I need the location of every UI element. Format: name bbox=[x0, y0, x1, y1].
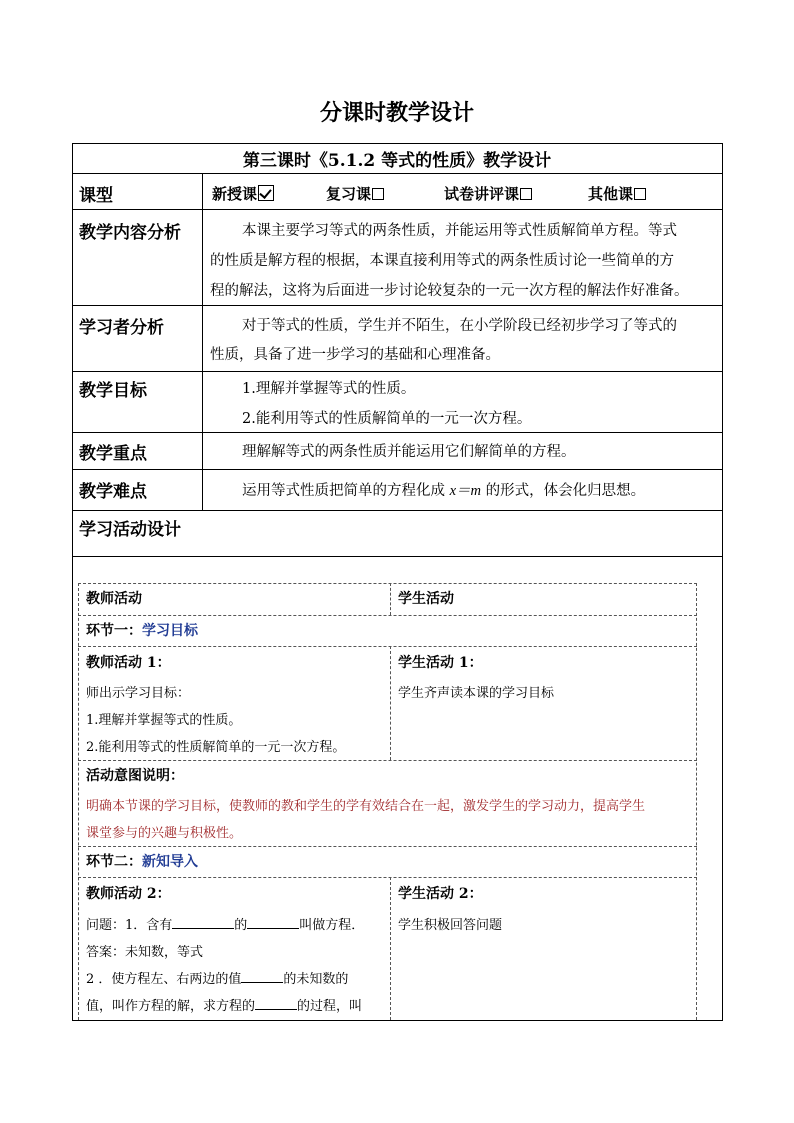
difficulty-label: 教学难点 bbox=[79, 482, 147, 502]
section1-heading bbox=[86, 620, 198, 640]
question-text: 2 ．使方程左、右两边的值 bbox=[86, 972, 242, 987]
student-activity1-title: 学生活动 1： bbox=[398, 655, 483, 671]
table-border-top bbox=[72, 143, 723, 144]
teacher-activity2-question1 bbox=[86, 914, 364, 933]
content-label: 教学内容分析 bbox=[79, 223, 181, 243]
key-text: 理解解等式的两条性质并能运用它们解简单的方程。 bbox=[242, 444, 576, 460]
table-border-bottom bbox=[72, 1020, 723, 1021]
type-option-review[interactable] bbox=[326, 183, 384, 204]
teacher-activity1-title: 教师活动 1： bbox=[86, 655, 171, 671]
row-line bbox=[72, 371, 723, 372]
question-text: 叫做方程． bbox=[299, 918, 365, 933]
type-option-exam-review[interactable] bbox=[444, 183, 532, 204]
answer-blank bbox=[172, 914, 234, 929]
inner-border bbox=[696, 583, 697, 1020]
intent-line: 明确本节课的学习目标，使教师的教和学生的学有效结合在一起，激发学生的学习动力，提高学生 bbox=[86, 799, 646, 814]
section2-name: 新知导入 bbox=[142, 854, 198, 870]
teacher-header: 教师活动 bbox=[86, 591, 142, 607]
answer-blank bbox=[247, 914, 299, 929]
difficulty-math: x＝m bbox=[449, 483, 482, 499]
inner-border bbox=[78, 615, 697, 616]
section1-prefix: 环节一： bbox=[86, 623, 142, 639]
inner-border bbox=[78, 760, 697, 761]
row-line bbox=[72, 510, 723, 511]
inner-border bbox=[78, 846, 697, 847]
difficulty-text-after: 的形式，体会化归思想。 bbox=[481, 483, 646, 499]
content-line: 本课主要学习等式的两条性质，并能运用等式性质解简单方程。等式 bbox=[242, 223, 677, 239]
content-line: 程的解法，这将为后面进一步讨论较复杂的一元一次方程的解法作好准备。 bbox=[210, 283, 689, 299]
inner-divider bbox=[390, 646, 391, 760]
section2-heading bbox=[86, 851, 198, 871]
goal-line: 1.理解并掌握等式的性质。 bbox=[242, 381, 416, 397]
goal-line: 2.能利用等式的性质解简单的一元一次方程。 bbox=[242, 411, 532, 427]
key-label: 教学重点 bbox=[79, 444, 147, 464]
row-line bbox=[72, 173, 723, 174]
difficulty-text bbox=[242, 479, 645, 500]
inner-border bbox=[78, 583, 79, 1020]
learner-line: 对于等式的性质，学生并不陌生，在小学阶段已经初步学习了等式的 bbox=[242, 318, 677, 334]
answer-blank bbox=[241, 968, 283, 983]
section1-name: 学习目标 bbox=[142, 623, 198, 639]
learner-label: 学习者分析 bbox=[79, 318, 164, 338]
row-line bbox=[72, 432, 723, 433]
table-border-right bbox=[722, 143, 723, 1021]
inner-border bbox=[78, 646, 697, 647]
checkbox-icon[interactable] bbox=[372, 188, 384, 200]
inner-border bbox=[78, 583, 697, 584]
type-label: 课型 bbox=[79, 186, 113, 206]
type-option-new[interactable] bbox=[212, 183, 274, 204]
row-line bbox=[72, 556, 723, 557]
question-text: 的 bbox=[234, 918, 248, 933]
learner-line: 性质，具备了进一步学习的基础和心理准备。 bbox=[210, 347, 500, 363]
student-header: 学生活动 bbox=[398, 591, 454, 607]
student-activity2-text: 学生积极回答问题 bbox=[398, 918, 503, 933]
type-option-label: 复习课 bbox=[326, 185, 372, 203]
inner-border bbox=[78, 877, 697, 878]
teacher-activity2-question2-cont bbox=[86, 995, 362, 1014]
teacher-activity2-title: 教师活动 2： bbox=[86, 886, 171, 902]
checkbox-icon[interactable] bbox=[520, 188, 532, 200]
difficulty-text-before: 运用等式性质把简单的方程化成 bbox=[242, 483, 450, 499]
teacher-activity2-question2 bbox=[86, 968, 348, 987]
teacher-activity1-line: 师出示学习目标： bbox=[86, 686, 191, 701]
goal-label: 教学目标 bbox=[79, 381, 147, 401]
checkbox-icon[interactable] bbox=[634, 188, 646, 200]
answer-blank bbox=[255, 995, 297, 1010]
table-border-left bbox=[72, 143, 73, 1021]
intent-title: 活动意图说明： bbox=[86, 768, 184, 784]
column-divider bbox=[202, 173, 203, 510]
type-option-label: 试卷讲评课 bbox=[444, 185, 520, 203]
inner-divider bbox=[390, 583, 391, 615]
inner-divider bbox=[390, 877, 391, 1020]
student-activity2-title: 学生活动 2： bbox=[398, 886, 483, 902]
row-line bbox=[72, 469, 723, 470]
teacher-activity2-answer: 答案：未知数，等式 bbox=[86, 945, 204, 960]
question-text: 问题：1．含有 bbox=[86, 918, 173, 933]
section2-prefix: 环节二： bbox=[86, 854, 142, 870]
teacher-activity1-line: 1.理解并掌握等式的性质。 bbox=[86, 713, 242, 728]
question-text: 的未知数的 bbox=[283, 972, 349, 987]
intent-line: 课堂参与的兴趣与积极性。 bbox=[86, 826, 243, 841]
row-line bbox=[72, 209, 723, 210]
student-activity1-text: 学生齐声读本课的学习目标 bbox=[398, 686, 555, 701]
checked-checkbox-icon[interactable] bbox=[258, 185, 274, 201]
lesson-title: 第三课时《5.1.2 等式的性质》教学设计 bbox=[242, 151, 552, 171]
teacher-activity1-line: 2.能利用等式的性质解简单的一元一次方程。 bbox=[86, 740, 346, 755]
question-text: 值，叫作方程的解，求方程的 bbox=[86, 999, 256, 1014]
content-line: 的性质是解方程的根据，本课直接利用等式的两条性质讨论一些简单的方 bbox=[210, 253, 674, 269]
type-option-label: 其他课 bbox=[588, 185, 634, 203]
page-title: 分课时教学设计 bbox=[319, 100, 474, 126]
row-line bbox=[72, 305, 723, 306]
type-option-other[interactable] bbox=[588, 183, 646, 204]
activity-label: 学习活动设计 bbox=[79, 520, 181, 540]
question-text: 的过程，叫 bbox=[297, 999, 363, 1014]
type-option-label: 新授课 bbox=[212, 185, 258, 203]
